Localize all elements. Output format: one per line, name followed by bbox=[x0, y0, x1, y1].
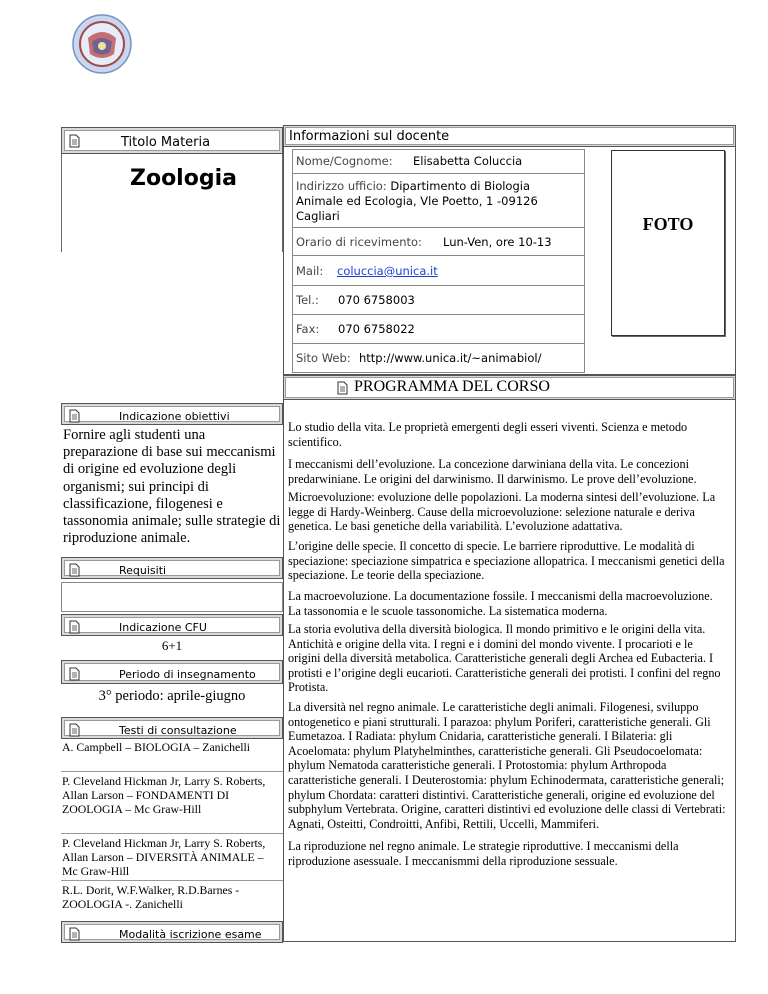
cfu-value: 6+1 bbox=[161, 638, 183, 653]
docente-header bbox=[283, 125, 736, 147]
esame-label: Modalità iscrizione esame bbox=[119, 928, 262, 941]
docente-header-label: Informazioni sul docente bbox=[289, 129, 450, 144]
titolo-materia-label: Titolo Materia bbox=[121, 135, 211, 150]
indirizzo-row bbox=[292, 174, 585, 228]
testo-item: R.L. Dorit, W.F.Walker, R.D.Barnes - ZOOLOGIA -. Zanichelli bbox=[62, 883, 240, 911]
nome-row bbox=[292, 149, 585, 174]
orario-row bbox=[292, 228, 585, 256]
orario-value: Lun-Ven, ore 10-13 bbox=[443, 235, 552, 249]
indirizzo-line-1 bbox=[296, 179, 530, 194]
obiettivi-text: Fornire agli studenti una preparazione di base sui meccanismi di origine ed evoluzione degli organismi; sui principi di classificazione, filogenesi e tassonomia animale; sulle strategie di riproduzione animale. bbox=[63, 427, 281, 547]
document-icon bbox=[69, 620, 80, 634]
document-icon bbox=[69, 927, 80, 941]
orario-label: Orario di ricevimento: bbox=[296, 235, 422, 249]
requisiti-label: Requisiti bbox=[119, 564, 167, 577]
programma-paragraph: La storia evolutiva della diversità biologica. Il mondo primitivo e le origini della vita. Antichità e origine della vita. I regni e i domini del mondo vivente. I procarioti e le origini della diversità metabolica. Caratteristiche generali degli Archea ed Eubacteria. I protisti e l’origine degli eucarioti. Caratteristiche generali dei protisti. I confini del regno Protista. bbox=[288, 622, 721, 695]
university-seal-icon bbox=[72, 14, 132, 74]
document-icon bbox=[337, 381, 348, 395]
requisiti-field bbox=[61, 582, 283, 612]
titolo-materia-header bbox=[61, 127, 283, 154]
document-icon bbox=[69, 667, 80, 681]
testi-divider bbox=[61, 833, 283, 834]
testi-divider bbox=[61, 880, 283, 881]
nome-label: Nome/Cognome: bbox=[296, 154, 393, 168]
programma-paragraph: La macroevoluzione. La documentazione fossile. I meccanismi della macroevoluzione. La tassonomia e le scuole tassonomiche. La sistematica moderna. bbox=[288, 589, 713, 618]
programma-title: PROGRAMMA DEL CORSO bbox=[354, 378, 550, 395]
web-value: http://www.unica.it/~animabiol/ bbox=[359, 351, 542, 365]
photo-placeholder bbox=[611, 150, 725, 336]
programma-header bbox=[283, 375, 736, 400]
fax-value: 070 6758022 bbox=[338, 322, 415, 336]
programma-paragraph: Lo studio della vita. Le proprietà emergenti degli esseri viventi. Scienza e metodo scientifico. bbox=[288, 420, 688, 449]
periodo-label: Periodo di insegnamento bbox=[119, 668, 256, 681]
tel-row bbox=[292, 286, 585, 315]
obiettivi-label: Indicazione obiettivi bbox=[119, 410, 230, 423]
document-icon bbox=[69, 409, 80, 423]
indirizzo-value-2: Animale ed Ecologia, Vle Poetto, 1 -09126 bbox=[296, 194, 538, 208]
indirizzo-value-3: Cagliari bbox=[296, 209, 340, 223]
periodo-value: 3° periodo: aprile-giugno bbox=[98, 688, 246, 704]
obiettivi-header bbox=[61, 403, 283, 425]
mail-link[interactable]: coluccia@unica.it bbox=[337, 264, 438, 278]
testo-item: P. Cleveland Hickman Jr, Larry S. Roberts, Allan Larson – FONDAMENTI DI ZOOLOGIA – Mc Graw-Hill bbox=[62, 774, 266, 816]
tel-label: Tel.: bbox=[296, 293, 319, 307]
cfu-label: Indicazione CFU bbox=[119, 621, 207, 634]
web-label: Sito Web: bbox=[296, 351, 351, 365]
document-icon bbox=[69, 134, 80, 148]
indirizzo-value-1: Dipartimento di Biologia bbox=[390, 179, 530, 193]
esame-header bbox=[61, 921, 283, 943]
testi-label: Testi di consultazione bbox=[119, 724, 237, 737]
fax-label: Fax: bbox=[296, 322, 320, 336]
cfu-header bbox=[61, 614, 283, 636]
programma-paragraph: La diversità nel regno animale. Le caratteristiche degli animali. Filogenesi, sviluppo ontogenetico e piani strutturali. I parazoa: phylum Poriferi, caratteristiche generali. Gli Eumetazoa. I Radiata: phylum Cnidaria, caratteristiche generali. I Bilateria: gli Acoelomata: phylum Platyhelminthes, caratteristiche generali. Gli Pseudocoelomata: phylum Nematoda caratteristiche generali. I Protostomia: phylum Arthropoda caratteristiche generali. I Deuterostomia: phylum Echinodermata, caratteristiche generali; phylum Chordata: caratteri distintivi. Caratteristiche generali, origine ed evoluzione del subphylum Vertebrata. Origine, caratteri distintivi ed evoluzione delle classi di Vertebrati: Agnati, Osteitti, Condroitti, Anfibi, Rettili, Uccelli, Mammiferi. bbox=[288, 700, 726, 831]
testo-item: P. Cleveland Hickman Jr, Larry S. Roberts, Allan Larson – DIVERSITÀ ANIMALE – Mc Graw-Hill bbox=[62, 836, 266, 878]
indirizzo-label: Indirizzo ufficio: bbox=[296, 179, 387, 193]
programma-paragraph: I meccanismi dell’evoluzione. La concezione darwiniana della vita. Le concezioni predarwiniane. Le origini del darwinismo. Il darwinismo. Le prove dell’evoluzione. bbox=[288, 457, 697, 486]
mail-label: Mail: bbox=[296, 264, 324, 278]
requisiti-header bbox=[61, 557, 283, 579]
periodo-header bbox=[61, 660, 283, 684]
programma-paragraph: L’origine delle specie. Il concetto di specie. Le barriere riproduttive. Le modalità di speciazione: speciazione simpatrica e speciazione allopatrica. I meccanismi genetici della speciazione. Le teorie della speciazione. bbox=[288, 539, 725, 583]
testi-divider bbox=[61, 771, 283, 772]
fax-row bbox=[292, 315, 585, 344]
document-icon bbox=[69, 723, 80, 737]
mail-row bbox=[292, 256, 585, 286]
programma-paragraph: La riproduzione nel regno animale. Le strategie riproduttive. I meccanismi della riproduzione asessuale. I meccanismmi della riproduzione sessuale. bbox=[288, 839, 679, 868]
programma-paragraph: Microevoluzione: evoluzione delle popolazioni. La moderna sintesi dell’evoluzione. La legge di Hardy-Weinberg. Cause della microevoluzione: selezione naturale e deriva genetica. Le basi genetiche della variabilità. L’evoluzione adattativa. bbox=[288, 490, 716, 534]
nome-value: Elisabetta Coluccia bbox=[413, 154, 523, 168]
tel-value: 070 6758003 bbox=[338, 293, 415, 307]
document-icon bbox=[69, 563, 80, 577]
photo-label: FOTO bbox=[642, 214, 694, 234]
web-row bbox=[292, 344, 585, 373]
subject-title: Zoologia bbox=[130, 166, 237, 191]
testo-item: A. Campbell – BIOLOGIA – Zanichelli bbox=[62, 740, 251, 754]
testi-header bbox=[61, 717, 283, 739]
